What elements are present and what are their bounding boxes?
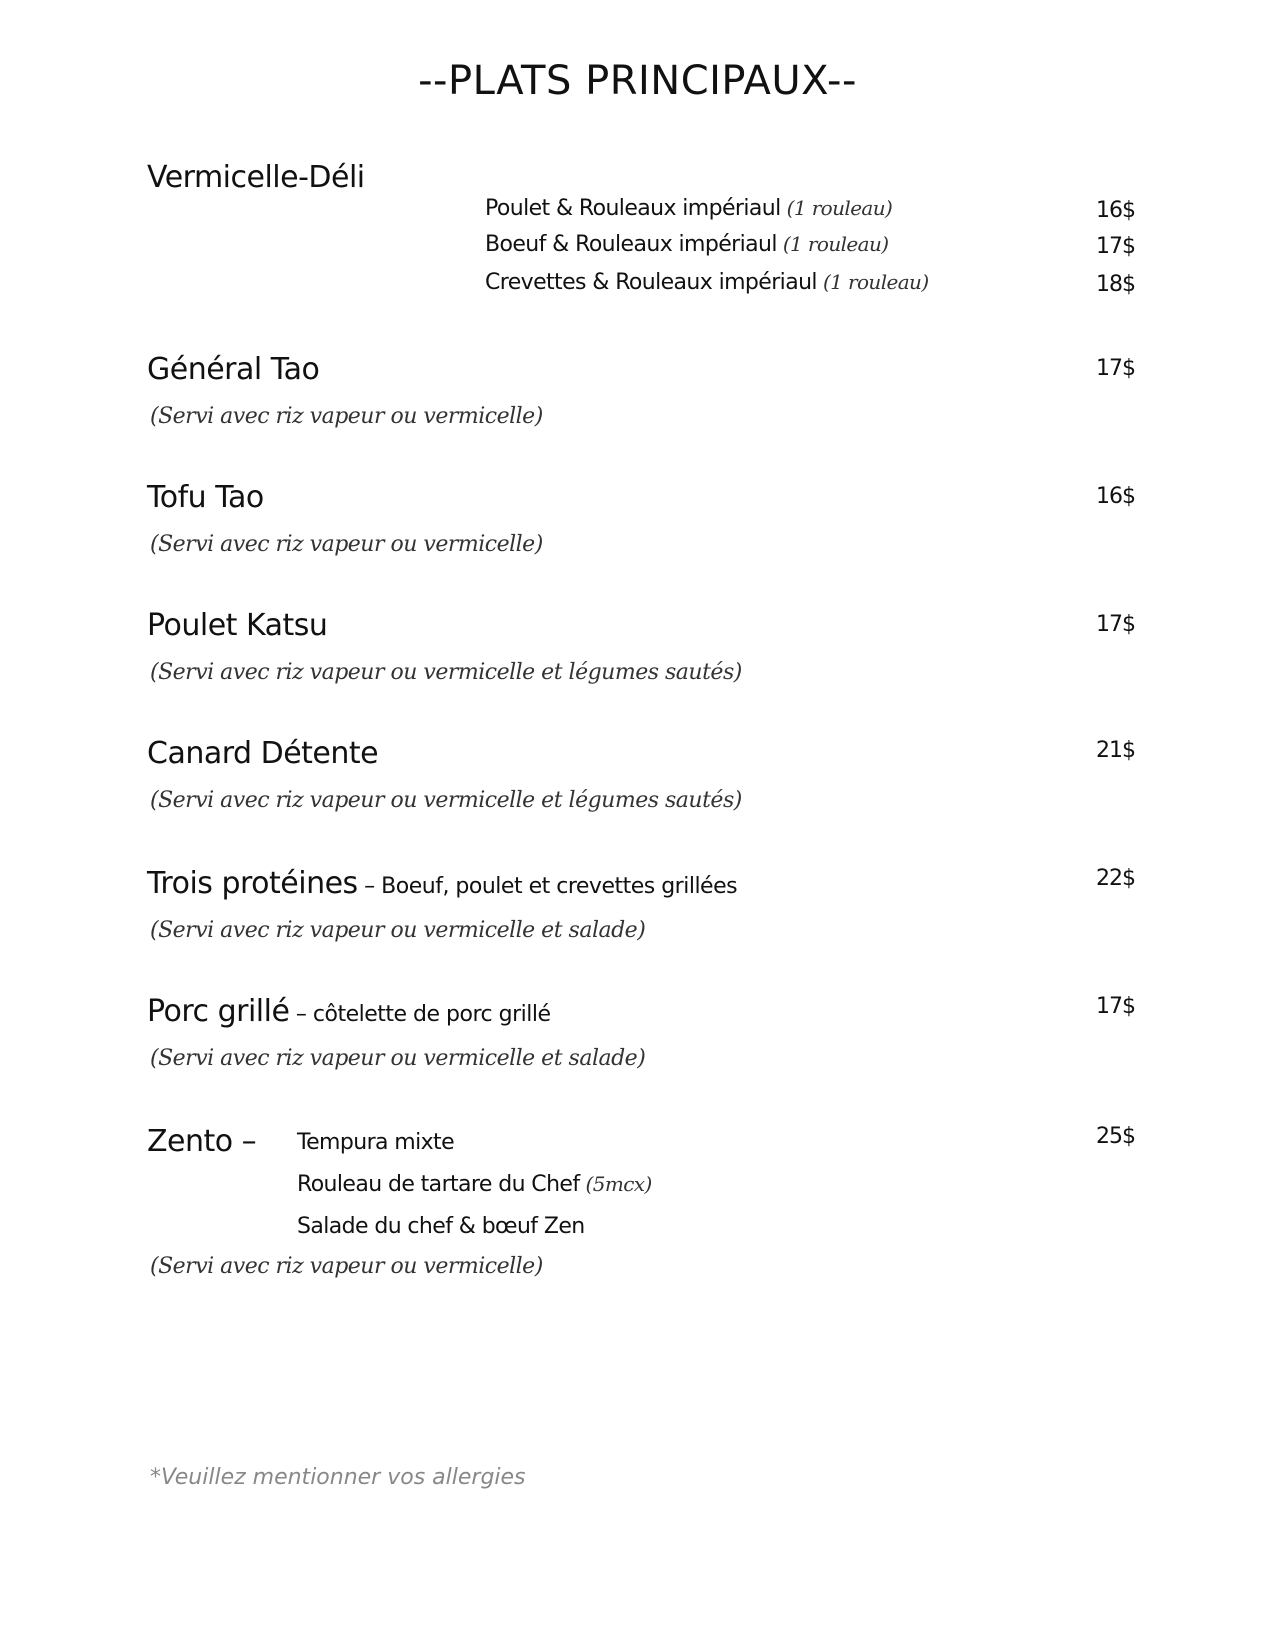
dish-note: (Servi avec riz vapeur ou vermicelle et légumes sautés) [150, 788, 742, 813]
vermicelle-option-price: 17$ [1096, 234, 1135, 259]
zento-item-label: Salade du chef & bœuf Zen [297, 1214, 585, 1239]
dish-price: 17$ [1096, 612, 1135, 637]
zento-item-qty: (5mcx) [585, 1172, 652, 1196]
dish-name-vermicelle: Vermicelle-Déli [147, 160, 365, 195]
zento-item [297, 1172, 652, 1197]
vermicelle-option-qty: (1 rouleau) [822, 270, 929, 294]
vermicelle-option-qty: (1 rouleau) [786, 196, 893, 220]
dish-desc: – Boeuf, poulet et crevettes grillées [357, 874, 738, 899]
vermicelle-option-qty: (1 rouleau) [782, 232, 889, 256]
dish-name-with-desc [147, 866, 737, 901]
dish-desc: – côtelette de porc grillé [289, 1002, 551, 1027]
dish-price: 25$ [1096, 1124, 1135, 1149]
dish-note: (Servi avec riz vapeur ou vermicelle et légumes sautés) [150, 660, 742, 685]
dish-name: Poulet Katsu [147, 608, 328, 643]
zento-item [297, 1214, 591, 1239]
dish-name: Général Tao [147, 352, 320, 387]
dish-name: Tofu Tao [147, 480, 264, 515]
dish-note: (Servi avec riz vapeur ou vermicelle et salade) [150, 918, 646, 943]
vermicelle-option-label: Crevettes & Rouleaux impériaul [485, 270, 817, 295]
page-title: --PLATS PRINCIPAUX-- [418, 58, 857, 104]
vermicelle-option-price: 16$ [1096, 198, 1135, 223]
dish-name-with-desc [147, 994, 551, 1029]
dish-price: 22$ [1096, 866, 1135, 891]
vermicelle-option-label: Boeuf & Rouleaux impériaul [485, 232, 777, 257]
dish-note: (Servi avec riz vapeur ou vermicelle) [150, 404, 543, 429]
dish-price: 17$ [1096, 356, 1135, 381]
dish-price: 16$ [1096, 484, 1135, 509]
dish-price: 21$ [1096, 738, 1135, 763]
vermicelle-option [485, 232, 888, 257]
dish-note: (Servi avec riz vapeur ou vermicelle) [150, 1254, 543, 1279]
dish-name: Porc grillé [147, 994, 290, 1029]
dish-name: Trois protéines [147, 866, 358, 901]
dish-name: Canard Détente [147, 736, 379, 771]
zento-item [297, 1130, 460, 1155]
vermicelle-option-price: 18$ [1096, 272, 1135, 297]
dish-note: (Servi avec riz vapeur ou vermicelle et salade) [150, 1046, 646, 1071]
dish-name-zento: Zento – [147, 1124, 257, 1159]
vermicelle-option-label: Poulet & Rouleaux impériaul [485, 196, 781, 221]
zento-item-label: Tempura mixte [297, 1130, 455, 1155]
zento-item-label: Rouleau de tartare du Chef [297, 1172, 580, 1197]
allergy-note: *Veuillez mentionner vos allergies [150, 1465, 526, 1490]
dish-price: 17$ [1096, 994, 1135, 1019]
dish-note: (Servi avec riz vapeur ou vermicelle) [150, 532, 543, 557]
vermicelle-option [485, 270, 929, 295]
vermicelle-option [485, 196, 892, 221]
